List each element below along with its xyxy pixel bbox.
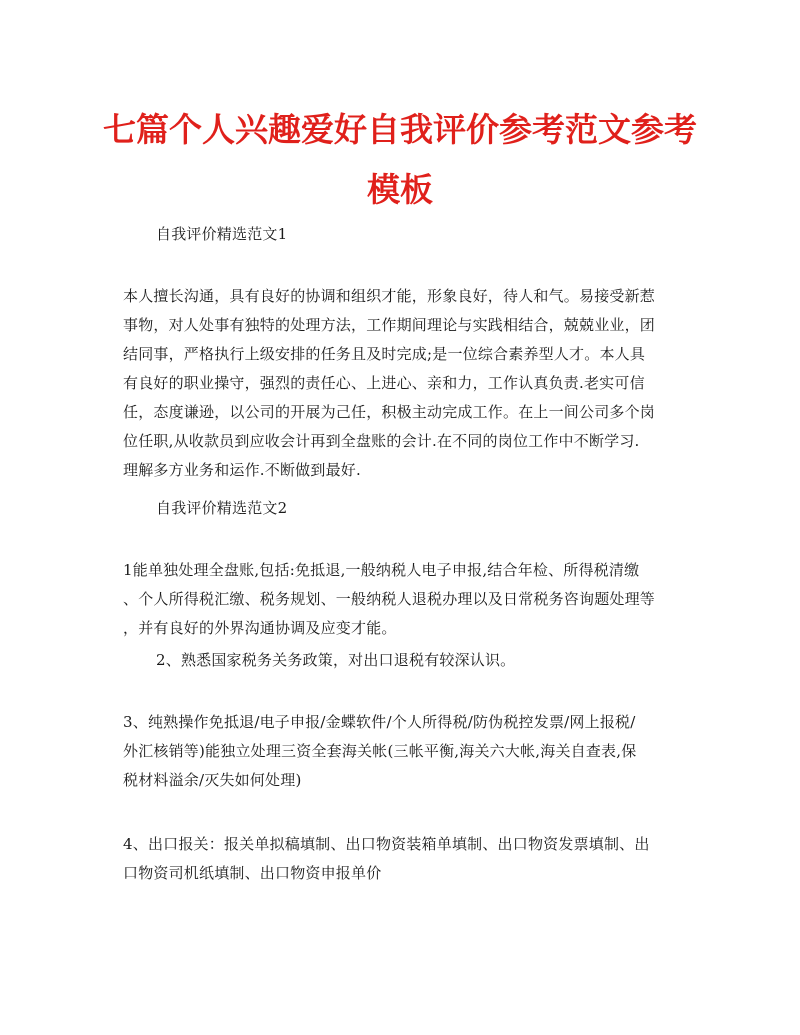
paragraph-line: 结同事，严格执行上级安排的任务且及时完成;是一位综合素养型人才。本人具 (123, 345, 646, 363)
paragraph-line: 本人擅长沟通，具有良好的协调和组织才能，形象良好，待人和气。易接受新惹 (123, 287, 656, 305)
paragraph-line: 口物资司机纸填制、出口物资申报单价 (123, 864, 382, 882)
paragraph-line: 外汇核销等)能独立处理三资全套海关帐(三帐平衡,海关六大帐,海关自查表,保 (123, 742, 637, 760)
document-title-line-1: 七篇个人兴趣爱好自我评价参考范文参考 (103, 110, 697, 149)
section-heading-1 (123, 220, 683, 249)
paragraph-line: 有良好的职业操守，强烈的责任心、上进心、亲和力，工作认真负责.老实可信 (123, 374, 645, 392)
section-1-paragraph (123, 282, 683, 485)
paragraph-line: 4、出口报关：报关单拟稿填制、出口物资装箱单填制、出口物资发票填制、出 (123, 835, 650, 853)
document-title-line-2: 模板 (367, 170, 433, 209)
paragraph-line: 任，态度谦逊，以公司的开展为己任，积极主动完成工作。在上一间公司多个岗 (123, 403, 656, 421)
item-2-paragraph (123, 646, 683, 675)
item-3-paragraph (123, 708, 683, 795)
paragraph-line: 3、纯熟操作免抵退/电子申报/金蝶软件/个人所得税/防伪税控发票/网上报税/ (123, 713, 636, 731)
section-heading-2 (123, 494, 683, 523)
paragraph-line: 2、熟悉国家税务关务政策，对出口退税有较深认识。 (156, 651, 516, 669)
paragraph-line: 理解多方业务和运作.不断做到最好. (123, 461, 361, 479)
paragraph-line: 位任职,从收款员到应收会计再到全盘账的会计.在不同的岗位工作中不断学习. (123, 432, 640, 450)
paragraph-line: 事物，对人处事有独特的处理方法，工作期间理论与实践相结合，兢兢业业，团 (123, 316, 656, 334)
paragraph-line: 、个人所得税汇缴、税务规划、一般纳税人退税办理以及日常税务咨询题处理等 (123, 590, 656, 608)
paragraph-line: 1能单独处理全盘账,包括:免抵退,一般纳税人电子申报,结合年检、所得税清缴 (123, 561, 640, 579)
paragraph-line: ，并有良好的外界沟通协调及应变才能。 (123, 619, 397, 637)
section-heading-text: 自我评价精选范文1 (156, 225, 288, 243)
paragraph-line: 税材料溢余/灭失如何处理) (123, 771, 302, 789)
section-heading-text: 自我评价精选范文2 (156, 499, 288, 517)
item-1-paragraph (123, 556, 683, 643)
item-4-paragraph (123, 830, 683, 888)
